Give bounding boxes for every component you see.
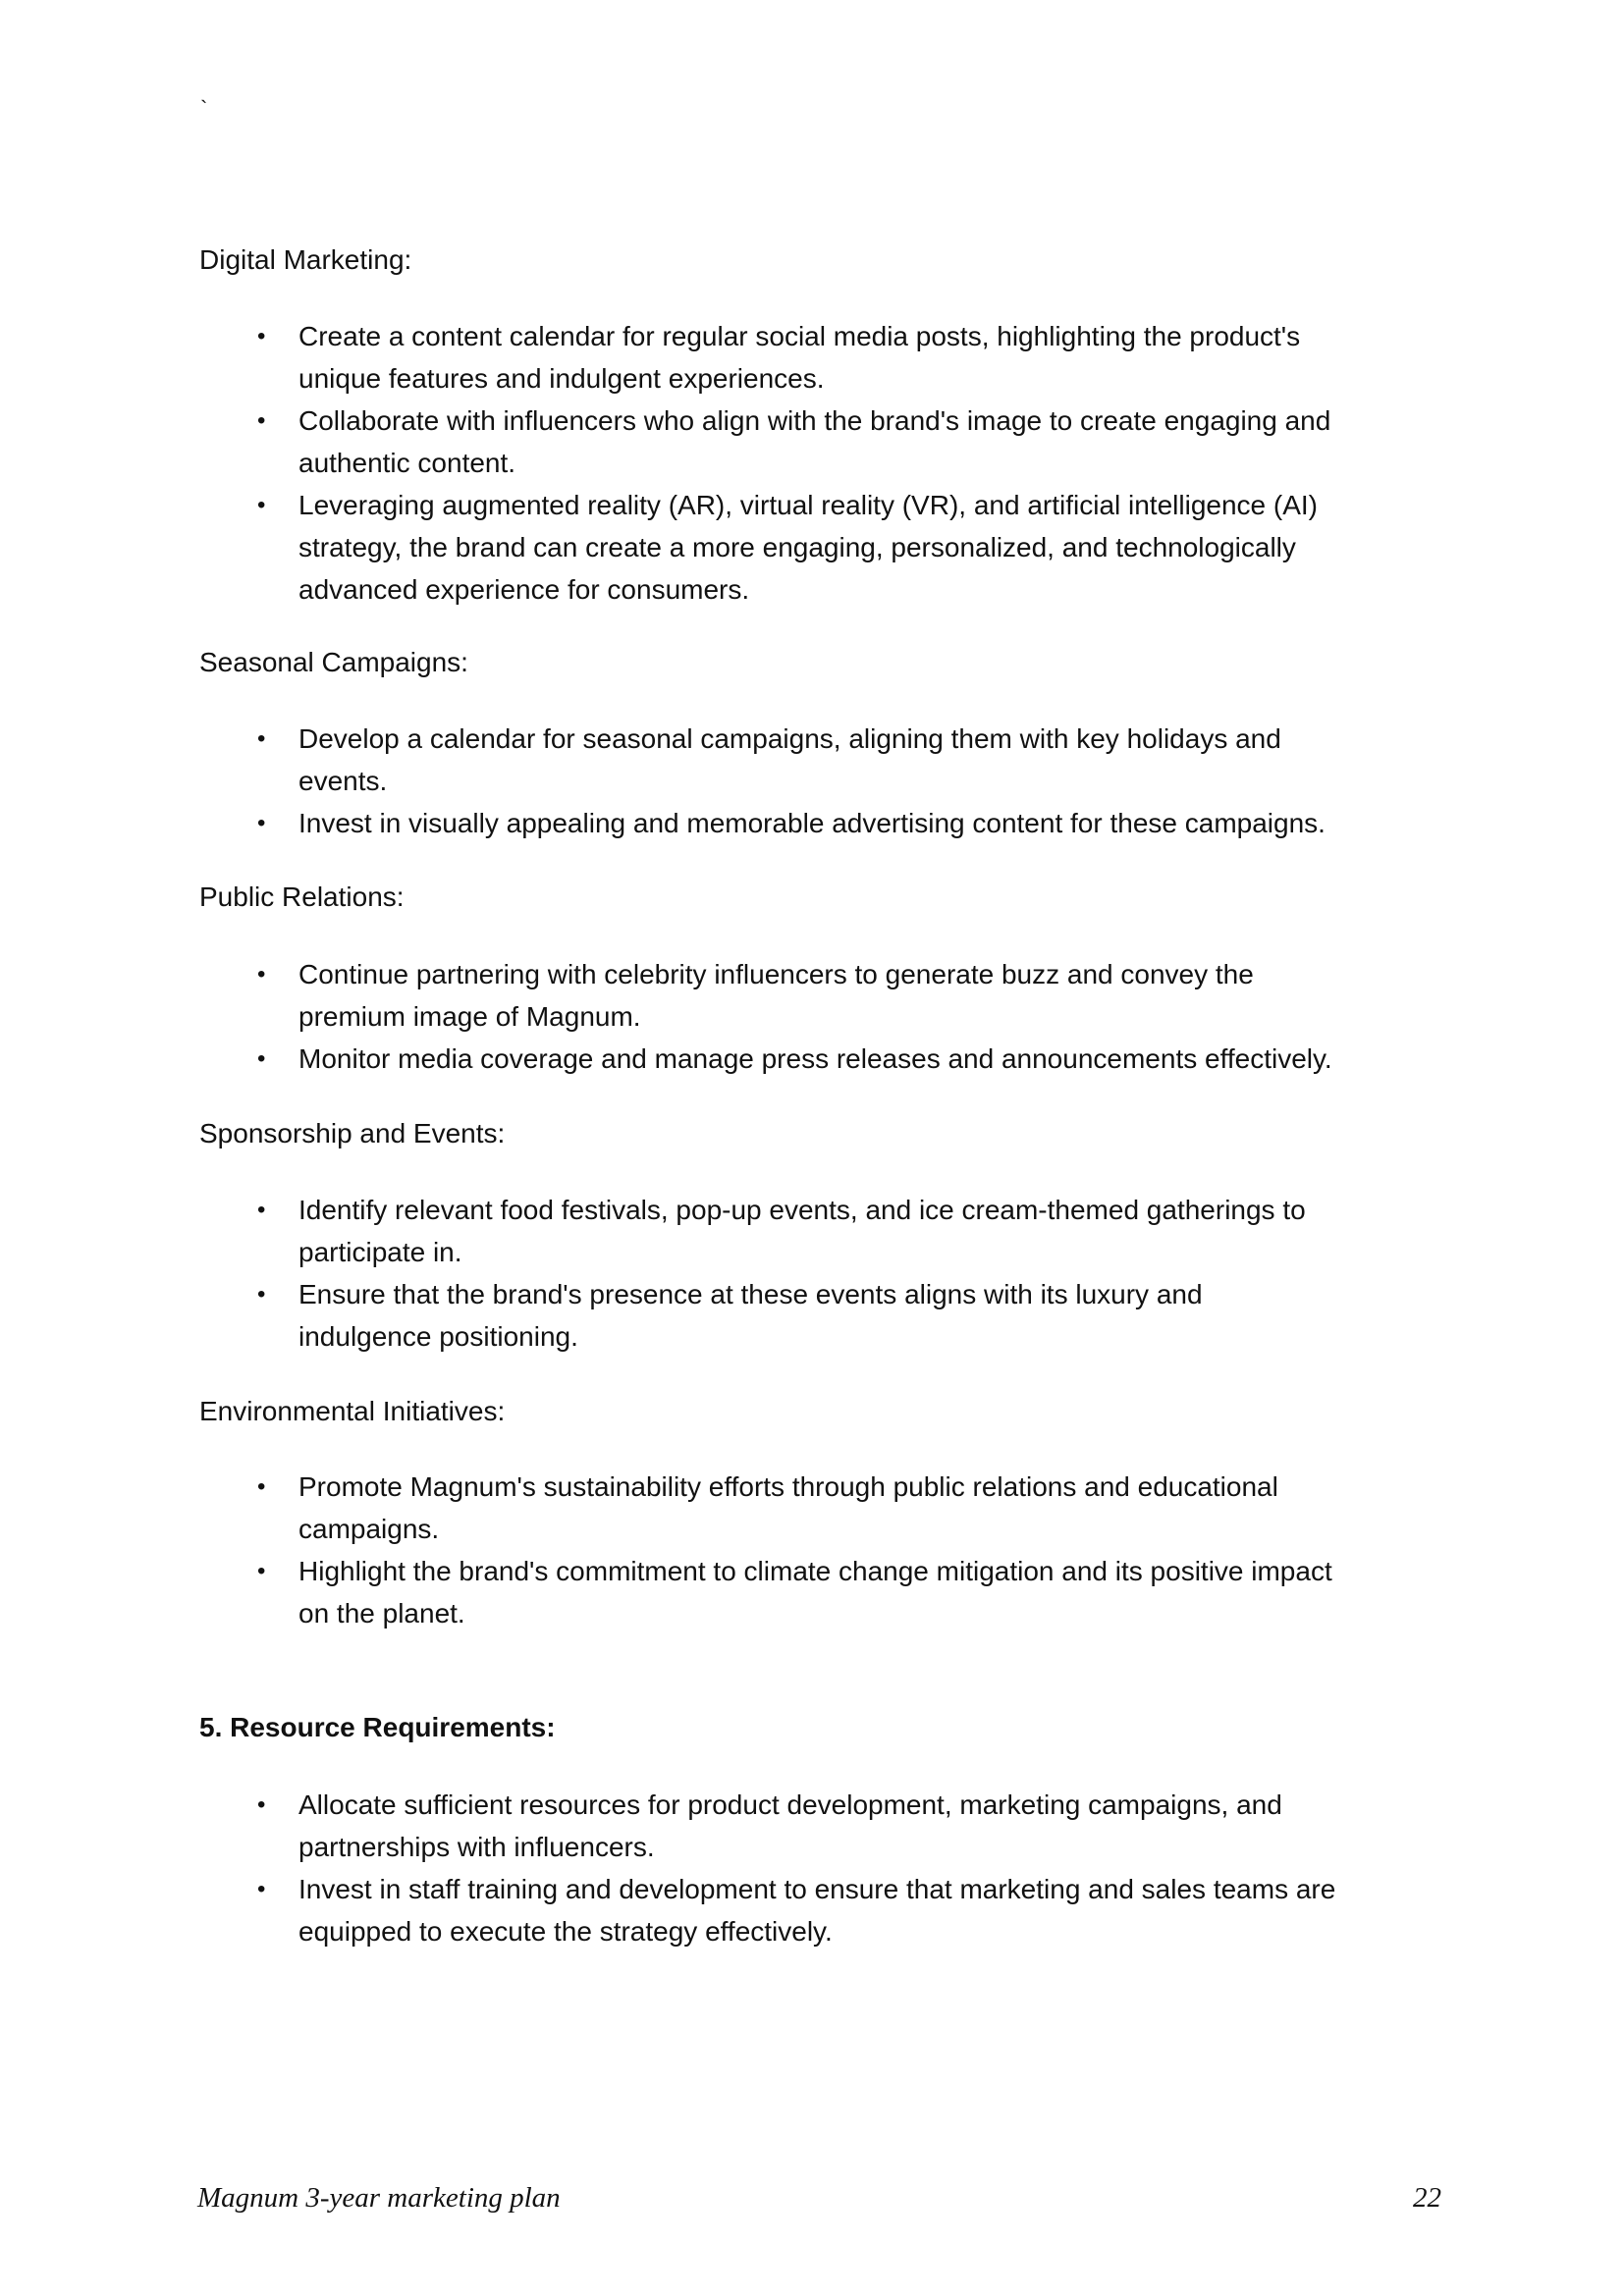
bullet-icon: •: [257, 725, 266, 752]
list-item-text-line: premium image of Magnum.: [298, 1001, 641, 1032]
bullet-icon: •: [257, 1473, 266, 1500]
section-heading: Sponsorship and Events:: [199, 1118, 506, 1148]
bullet-icon: •: [257, 1281, 266, 1308]
section-heading: Environmental Initiatives:: [199, 1396, 506, 1426]
footer-document-title: Magnum 3-year marketing plan: [197, 2182, 561, 2214]
list-item-text-line: indulgence positioning.: [298, 1321, 578, 1352]
bullet-list: [199, 953, 1332, 1080]
list-item-text-line: Identify relevant food festivals, pop-up events, and ice cream-themed gatherings to: [298, 1195, 1306, 1225]
section-heading: Public Relations:: [199, 881, 405, 912]
list-item-text-line: events.: [298, 766, 388, 796]
list-item: [199, 1550, 1332, 1634]
bullet-icon: •: [257, 1045, 266, 1072]
list-item-text-line: campaigns.: [298, 1514, 440, 1544]
bullet-icon: •: [257, 323, 266, 349]
list-item-text-line: Allocate sufficient resources for product development, marketing campaigns, and: [298, 1789, 1282, 1820]
list-item-text-line: partnerships with influencers.: [298, 1832, 655, 1862]
bullet-icon: •: [257, 961, 266, 988]
bullet-list: [199, 1189, 1306, 1358]
list-item: [199, 484, 1330, 611]
list-item: [199, 1038, 1332, 1080]
list-item-text-line: strategy, the brand can create a more engaging, personalized, and technologically: [298, 532, 1296, 562]
bullet-icon: •: [257, 1197, 266, 1223]
list-item: [199, 802, 1326, 844]
bullet-icon: •: [257, 407, 266, 434]
list-item: [199, 1868, 1335, 1952]
section-heading: Seasonal Campaigns:: [199, 647, 468, 677]
list-item-text-line: Develop a calendar for seasonal campaigns, aligning them with key holidays and: [298, 723, 1281, 754]
list-item: [199, 400, 1330, 484]
list-item: [199, 1273, 1306, 1358]
list-item-text-line: on the planet.: [298, 1598, 465, 1629]
bullet-icon: •: [257, 492, 266, 518]
list-item-text-line: equipped to execute the strategy effectively.: [298, 1916, 833, 1947]
list-item-text-line: Leveraging augmented reality (AR), virtual reality (VR), and artificial intelligence (AI): [298, 490, 1318, 520]
list-item-text-line: Monitor media coverage and manage press releases and announcements effectively.: [298, 1043, 1332, 1074]
list-item-text-line: unique features and indulgent experiences.: [298, 363, 825, 394]
list-item-text-line: participate in.: [298, 1237, 462, 1267]
list-item-text-line: Collaborate with influencers who align with the brand's image to create engaging and: [298, 405, 1331, 436]
list-item-text-line: advanced experience for consumers.: [298, 574, 750, 605]
list-item: [199, 953, 1332, 1038]
list-item: [199, 1189, 1306, 1273]
list-item-text-line: Invest in staff training and development to ensure that marketing and sales teams are: [298, 1874, 1336, 1904]
list-item: [199, 1466, 1332, 1550]
list-item-text-line: Ensure that the brand's presence at these events aligns with its luxury and: [298, 1279, 1203, 1309]
bullet-icon: •: [257, 810, 266, 836]
list-item-text-line: authentic content.: [298, 448, 516, 478]
stray-backtick-mark: `: [200, 96, 208, 121]
bullet-icon: •: [257, 1791, 266, 1818]
section-heading: Digital Marketing:: [199, 244, 412, 275]
bullet-icon: •: [257, 1876, 266, 1902]
bullet-list: [199, 718, 1326, 844]
list-item-text-line: Highlight the brand's commitment to climate change mitigation and its positive impact: [298, 1556, 1332, 1586]
list-item-text-line: Invest in visually appealing and memorable advertising content for these campaigns.: [298, 808, 1326, 838]
bullet-icon: •: [257, 1558, 266, 1584]
list-item: [199, 315, 1330, 400]
list-item-text-line: Continue partnering with celebrity influencers to generate buzz and convey the: [298, 959, 1254, 989]
bullet-list: [199, 1784, 1335, 1952]
bullet-list: [199, 315, 1330, 611]
list-item: [199, 718, 1326, 802]
list-item-text-line: Promote Magnum's sustainability efforts through public relations and educational: [298, 1471, 1278, 1502]
footer-page-number: 22: [1413, 2182, 1441, 2214]
section-heading: 5. Resource Requirements:: [199, 1712, 556, 1742]
list-item-text-line: Create a content calendar for regular social media posts, highlighting the product's: [298, 321, 1301, 351]
list-item: [199, 1784, 1335, 1868]
bullet-list: [199, 1466, 1332, 1634]
